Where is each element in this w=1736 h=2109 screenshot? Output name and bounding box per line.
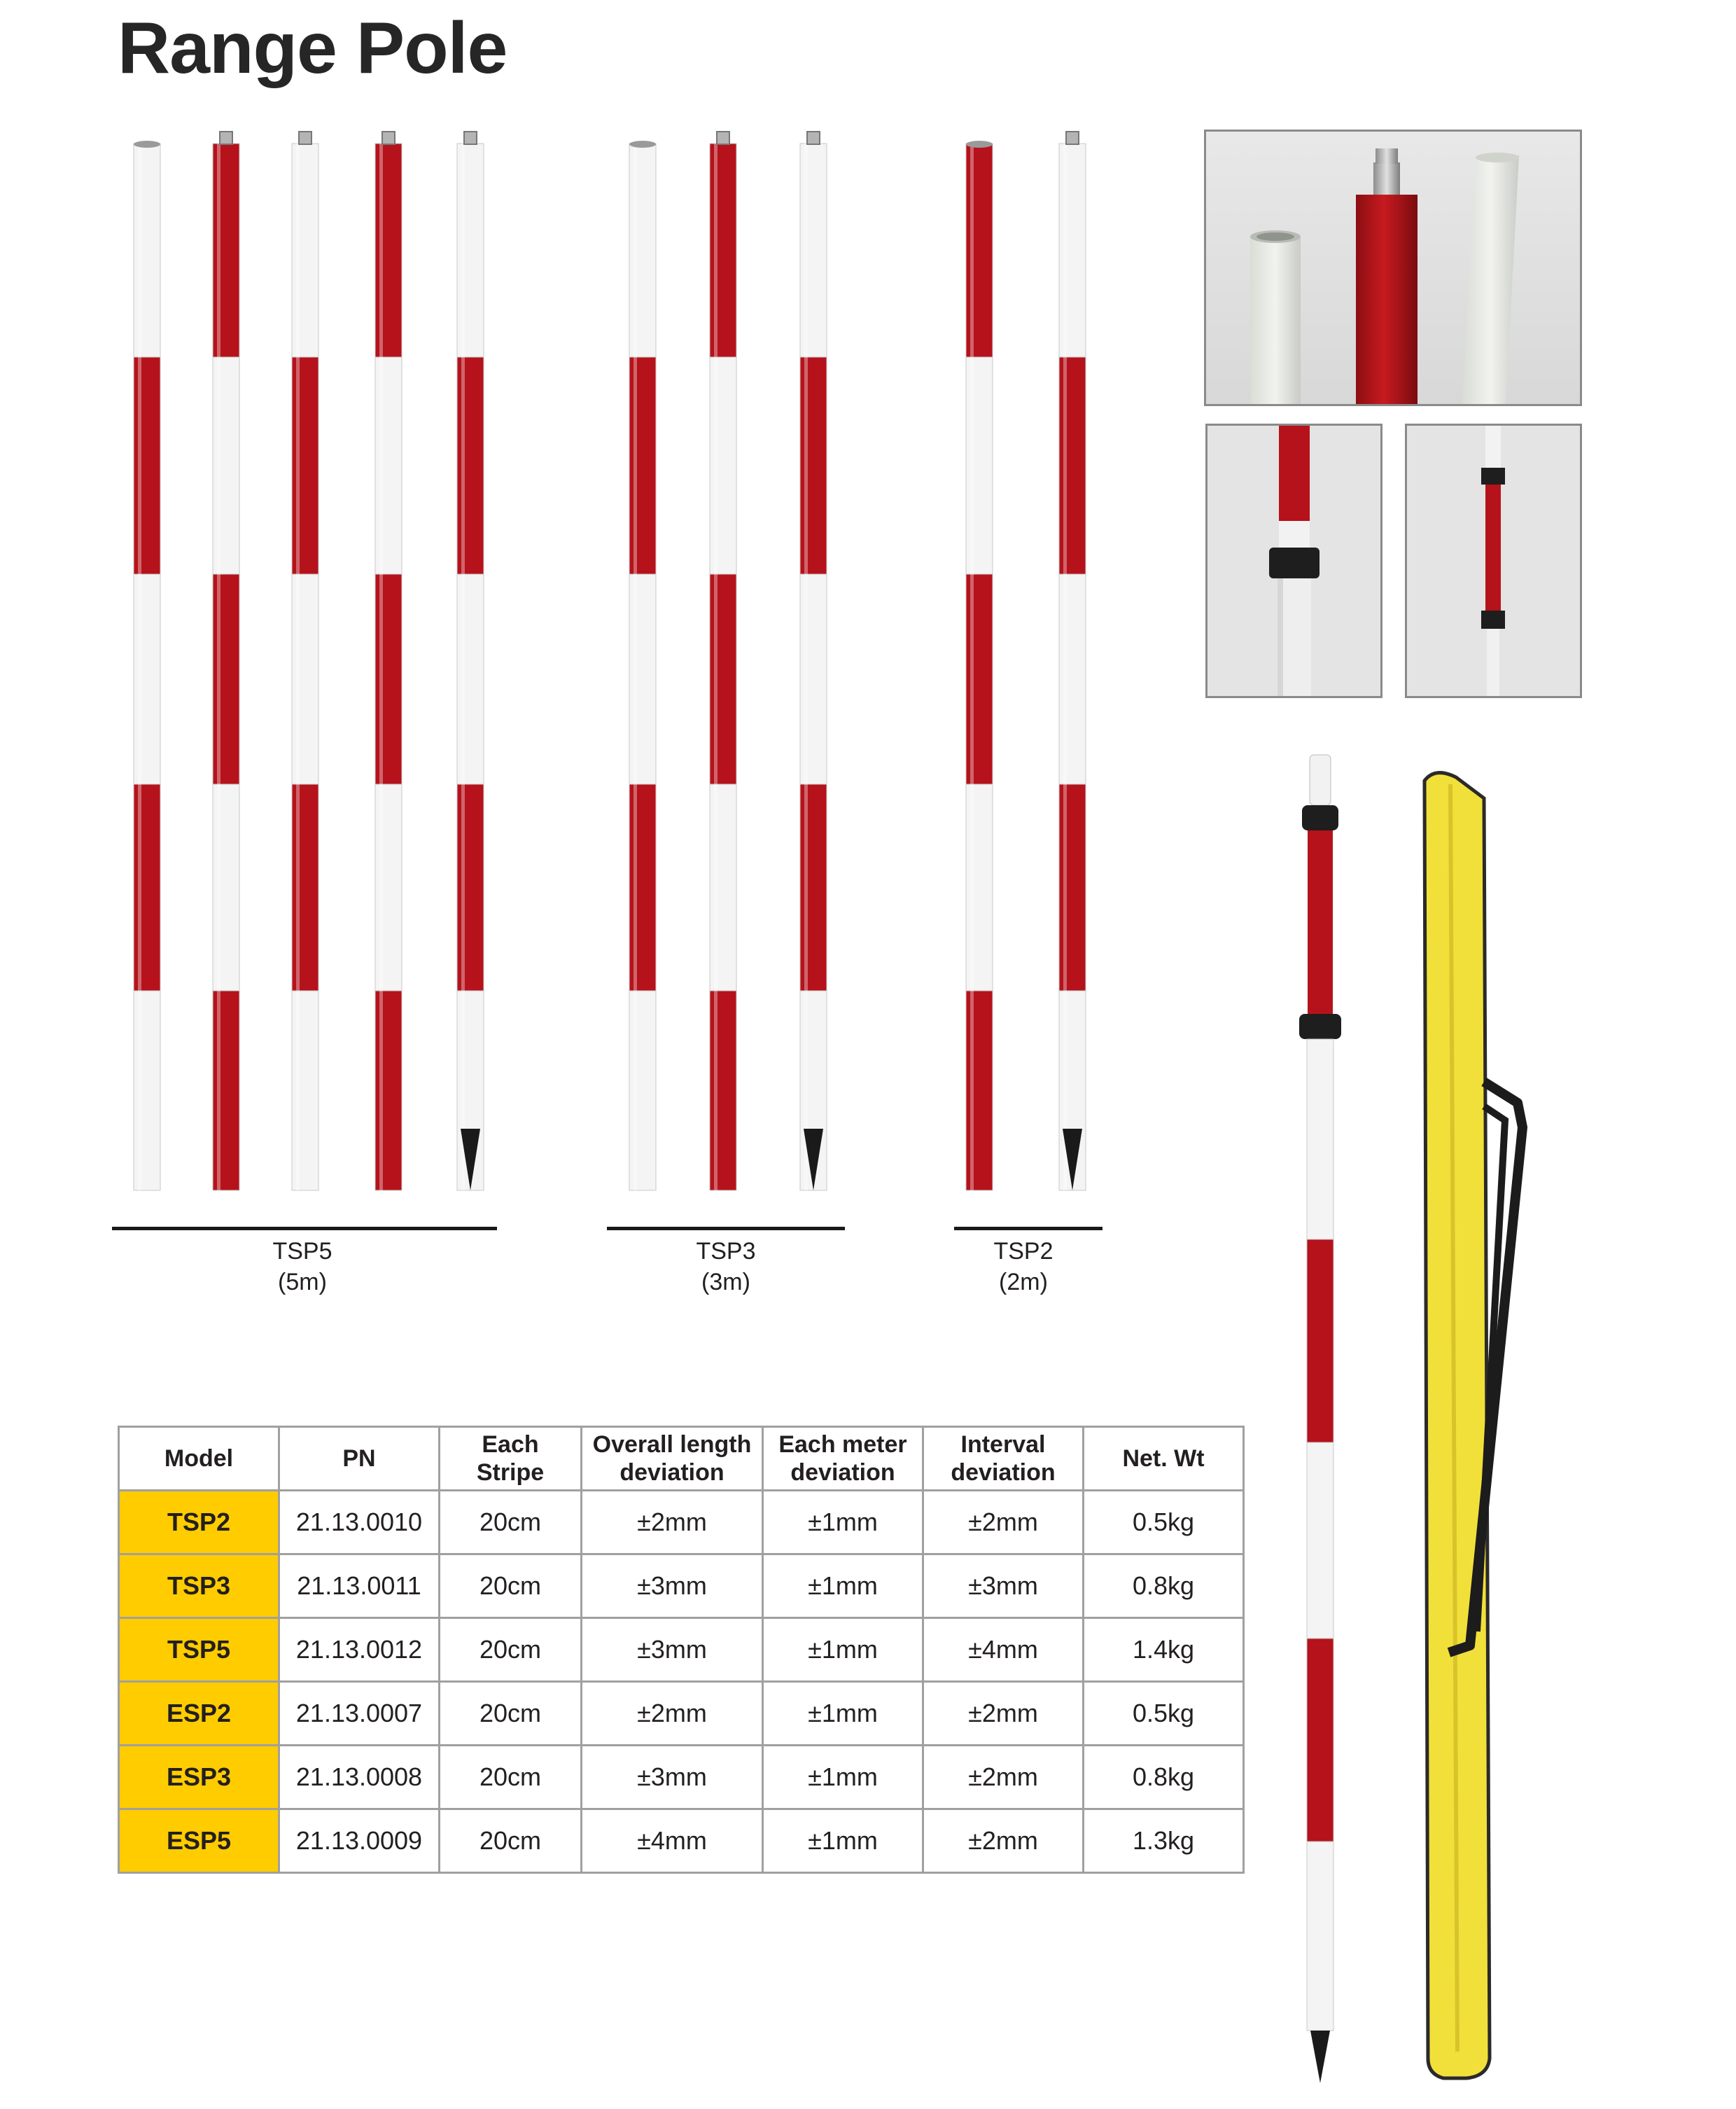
- group-label-tsp3: [621, 1236, 831, 1297]
- pole-segment: [629, 784, 656, 991]
- header-each-meter-deviation: Each meter deviation: [763, 1427, 923, 1491]
- cell-overall-length-deviation: ±4mm: [582, 1809, 763, 1873]
- pole-segment: [134, 991, 160, 1190]
- detail-photo-tops: [1204, 130, 1582, 406]
- pole-segment: [800, 357, 827, 574]
- detail-photo-joint: [1205, 424, 1382, 698]
- cell-each-meter-deviation: ±1mm: [763, 1491, 923, 1554]
- table-row: [119, 1554, 1244, 1618]
- cell-overall-length-deviation: ±3mm: [582, 1618, 763, 1682]
- pole-highlight: [970, 144, 974, 1190]
- pole-segment: [375, 357, 402, 574]
- detail-photo-clamp: [1405, 424, 1582, 698]
- pole-segment: [292, 144, 318, 357]
- pole-segment: [457, 144, 484, 357]
- pole-segment: [710, 991, 736, 1190]
- pole-segment: [292, 991, 318, 1190]
- header-interval-deviation: Interval deviation: [923, 1427, 1084, 1491]
- pole-highlight: [138, 144, 141, 1190]
- pole-highlight: [714, 144, 718, 1190]
- pole-clamp-image: [1407, 426, 1580, 696]
- group-length: (3m): [701, 1269, 750, 1295]
- cell-interval-deviation: ±2mm: [923, 1491, 1084, 1554]
- telescopic-segment: [1307, 1239, 1334, 1442]
- table-row: [119, 1618, 1244, 1682]
- pole-segment: [375, 144, 402, 357]
- cell-net-wt: 0.5kg: [1084, 1491, 1244, 1554]
- cell-overall-length-deviation: ±2mm: [582, 1682, 763, 1746]
- page-title: Range Pole: [118, 8, 507, 89]
- cell-each-stripe: 20cm: [440, 1809, 582, 1873]
- pole-segment: [629, 357, 656, 574]
- group-length: (2m): [999, 1269, 1048, 1295]
- pole-highlight: [379, 144, 383, 1190]
- cell-pn: 21.13.0009: [279, 1809, 440, 1873]
- pole-segment: [710, 784, 736, 991]
- telescopic-segment: [1307, 1039, 1334, 1239]
- group-label-tsp5: [197, 1236, 407, 1297]
- pole-segment: [800, 784, 827, 991]
- pole-segment: [1059, 784, 1086, 991]
- cell-each-stripe: 20cm: [440, 1491, 582, 1554]
- pole-segment: [966, 574, 993, 784]
- table-header-row: [119, 1427, 1244, 1491]
- cell-interval-deviation: ±2mm: [923, 1682, 1084, 1746]
- telescopic-segment: [1307, 1842, 1334, 2031]
- pole-highlight: [634, 144, 637, 1190]
- cell-net-wt: 0.8kg: [1084, 1746, 1244, 1809]
- pole-segment: [457, 574, 484, 784]
- cell-overall-length-deviation: ±3mm: [582, 1554, 763, 1618]
- cell-interval-deviation: ±2mm: [923, 1809, 1084, 1873]
- pole-segment: [292, 784, 318, 991]
- pole-segment: [213, 144, 239, 357]
- cell-overall-length-deviation: ±3mm: [582, 1746, 763, 1809]
- pole-segment: [134, 574, 160, 784]
- table-row: [119, 1491, 1244, 1554]
- cell-net-wt: 1.4kg: [1084, 1618, 1244, 1682]
- pole-screw-cap: [220, 132, 232, 144]
- pole-segment: [375, 784, 402, 991]
- cell-pn: 21.13.0007: [279, 1682, 440, 1746]
- pole-flat-cap: [134, 141, 160, 148]
- cell-each-meter-deviation: ±1mm: [763, 1682, 923, 1746]
- pole-segment: [134, 784, 160, 991]
- pole-segment: [1059, 357, 1086, 574]
- pole-segment: [1059, 574, 1086, 784]
- cell-model: TSP2: [119, 1491, 279, 1554]
- pole-segment: [292, 574, 318, 784]
- group-underline-tsp5: [112, 1227, 497, 1230]
- pole-segment: [800, 144, 827, 357]
- cell-each-meter-deviation: ±1mm: [763, 1746, 923, 1809]
- cell-net-wt: 0.5kg: [1084, 1682, 1244, 1746]
- group-length: (5m): [278, 1269, 327, 1295]
- telescopic-segment: [1307, 1638, 1334, 1842]
- pole-segment: [1059, 144, 1086, 357]
- cell-model: TSP3: [119, 1554, 279, 1618]
- pole-segment: [375, 991, 402, 1190]
- cell-each-stripe: 20cm: [440, 1618, 582, 1682]
- pole-segment: [375, 574, 402, 784]
- cell-each-meter-deviation: ±1mm: [763, 1554, 923, 1618]
- pole-highlight: [1063, 144, 1067, 1190]
- pole-segment: [710, 144, 736, 357]
- pole-segment: [213, 574, 239, 784]
- cell-net-wt: 0.8kg: [1084, 1554, 1244, 1618]
- cell-each-stripe: 20cm: [440, 1682, 582, 1746]
- pole-segment: [966, 357, 993, 574]
- cell-each-stripe: 20cm: [440, 1746, 582, 1809]
- cell-each-meter-deviation: ±1mm: [763, 1618, 923, 1682]
- pole-segment: [134, 357, 160, 574]
- pole-screw-cap: [464, 132, 477, 144]
- pole-flat-cap: [966, 141, 993, 148]
- pole-segment: [457, 357, 484, 574]
- group-model: TSP5: [272, 1238, 332, 1265]
- cell-pn: 21.13.0012: [279, 1618, 440, 1682]
- header-overall-length-deviation: Overall length deviation: [582, 1427, 763, 1491]
- pole-segment: [629, 991, 656, 1190]
- header-each-stripe: Each Stripe: [440, 1427, 582, 1491]
- cell-overall-length-deviation: ±2mm: [582, 1491, 763, 1554]
- table-row: [119, 1746, 1244, 1809]
- group-model: TSP3: [696, 1238, 756, 1265]
- header-pn: PN: [279, 1427, 440, 1491]
- pole-screw-cap: [1066, 132, 1079, 144]
- pole-segment: [134, 144, 160, 357]
- pole-segment: [292, 357, 318, 574]
- pole-screw-cap: [382, 132, 395, 144]
- telescopic-clamp: [1302, 805, 1338, 830]
- pole-screw-cap: [299, 132, 312, 144]
- cell-model: ESP5: [119, 1809, 279, 1873]
- table-row: [119, 1809, 1244, 1873]
- pole-highlight: [296, 144, 300, 1190]
- cell-interval-deviation: ±4mm: [923, 1618, 1084, 1682]
- cell-interval-deviation: ±2mm: [923, 1746, 1084, 1809]
- pole-segment: [213, 991, 239, 1190]
- group-underline-tsp3: [607, 1227, 845, 1230]
- pole-segment: [966, 144, 993, 357]
- cell-each-stripe: 20cm: [440, 1554, 582, 1618]
- cell-pn: 21.13.0008: [279, 1746, 440, 1809]
- telescopic-tip: [1310, 2031, 1330, 2083]
- cell-pn: 21.13.0011: [279, 1554, 440, 1618]
- cell-net-wt: 1.3kg: [1084, 1809, 1244, 1873]
- pole-highlight: [217, 144, 220, 1190]
- cell-pn: 21.13.0010: [279, 1491, 440, 1554]
- telescopic-clamp: [1299, 1014, 1341, 1039]
- cell-model: ESP3: [119, 1746, 279, 1809]
- pole-screw-cap: [807, 132, 820, 144]
- pole-flat-cap: [629, 141, 656, 148]
- cell-model: ESP2: [119, 1682, 279, 1746]
- pole-segment: [710, 574, 736, 784]
- pole-joint-image: [1208, 426, 1380, 696]
- spec-table: [118, 1426, 1245, 1874]
- header-net-wt: Net. Wt: [1084, 1427, 1244, 1491]
- telescopic-pole-top: [1310, 755, 1331, 805]
- pole-screw-cap: [717, 132, 729, 144]
- pole-segment: [629, 144, 656, 357]
- pole-highlight: [804, 144, 808, 1190]
- group-underline-tsp2: [954, 1227, 1102, 1230]
- cell-each-meter-deviation: ±1mm: [763, 1809, 923, 1873]
- pole-segment: [457, 784, 484, 991]
- cell-interval-deviation: ±3mm: [923, 1554, 1084, 1618]
- pole-segment: [800, 574, 827, 784]
- pole-segment: [966, 991, 993, 1190]
- telescopic-segment: [1307, 1442, 1334, 1638]
- pole-segment: [710, 357, 736, 574]
- pole-segment: [629, 574, 656, 784]
- group-model: TSP2: [993, 1238, 1054, 1265]
- pole-highlight: [461, 144, 465, 1190]
- pole-tops-image: [1206, 132, 1580, 404]
- pole-segment: [213, 357, 239, 574]
- group-label-tsp2: [918, 1236, 1128, 1297]
- cell-model: TSP5: [119, 1618, 279, 1682]
- pole-segment: [966, 784, 993, 991]
- pole-segment: [213, 784, 239, 991]
- table-row: [119, 1682, 1244, 1746]
- header-model: Model: [119, 1427, 279, 1491]
- telescopic-section: [1308, 830, 1333, 1014]
